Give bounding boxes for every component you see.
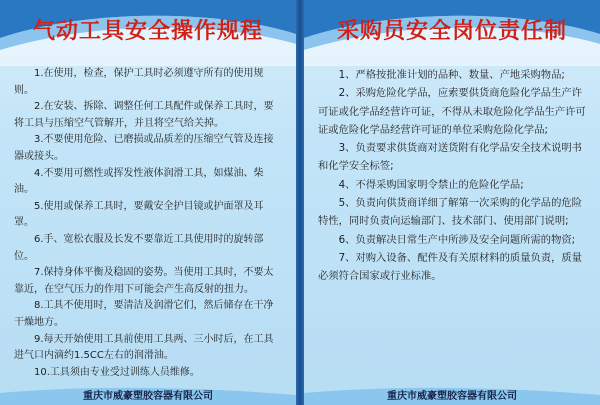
right-duty-item: 5、负责向供货商详细了解第一次采购的化学品的危险特性，同时负责向运输部门、技术部门、使用部门说明; xyxy=(318,197,582,228)
left-rule-item: 1.在使用，检查，保护工具时必须遵守所有的使用规则。 xyxy=(14,68,264,96)
right-sign-body xyxy=(318,66,586,286)
right-header-banner xyxy=(304,0,600,66)
left-sign-panel xyxy=(0,0,296,405)
right-sign-title: 采购员安全岗位责任制 xyxy=(336,19,567,44)
left-company-name: 重庆市威豪塑胶容器有限公司 xyxy=(83,391,213,402)
right-duty-item: 2、采购危险化学品，应索要供货商危险化学品生产许可证或化学品经营许可证，不得从未取危险化学品生产许可证或危险化学品经营许可证的单位采购危险化学品; xyxy=(318,87,586,136)
left-rule-item: 8.工具不使用时，要清洁及润滑它们，然后储存在干净干燥地方。 xyxy=(14,300,274,328)
left-rule-item: 2.在安装、拆除、调整任何工具配件或保养工具时，要将工具与压缩空气管解开，并且将空气给关掉。 xyxy=(14,101,274,129)
right-duty-item: 4、不得采购国家明令禁止的危险化学品; xyxy=(338,178,524,191)
right-sign-panel xyxy=(304,0,600,405)
right-duty-item: 6、负责解决日常生产中所涉及安全问题所需的物资; xyxy=(338,233,576,246)
left-rule-item: 3.不要使用危险、已磨损或品质差的压缩空气管及连接器或接头。 xyxy=(14,134,274,162)
right-duty-item: 7、对购入设备、配件及有关原材料的质量负责，质量必须符合国家或行业标准。 xyxy=(318,251,582,283)
left-sign-body xyxy=(14,66,282,381)
left-footer-band xyxy=(0,383,296,405)
left-header-banner xyxy=(0,0,296,66)
left-rule-item: 6.手、宽松衣服及长发不要靠近工具使用时的旋转部位。 xyxy=(14,233,264,262)
panel-divider xyxy=(296,0,304,405)
right-duty-item: 3、负责要求供货商对送货附有化学品安全技术说明书和化学安全标签; xyxy=(318,142,582,173)
left-rule-item: 10.工具须由专业受过训练人员维修。 xyxy=(34,366,200,378)
right-footer-band xyxy=(304,383,600,405)
left-rule-item: 4.不要用可燃性或挥发性液体润滑工具，如煤油、柴油。 xyxy=(14,167,264,196)
right-company-name: 重庆市威豪塑胶容器有限公司 xyxy=(387,391,517,402)
left-rule-item: 9.每天开始使用工具前使用工具两、三小时后，在工具进气口内滴约1.5CC左右的润滑油。 xyxy=(14,333,274,362)
left-sign-title: 气动工具安全操作规程 xyxy=(32,19,263,44)
left-rule-item: 5.使用或保养工具时，要戴安全护目镜或护面罩及耳罩。 xyxy=(14,200,264,229)
right-duty-item: 1、严格按批准计划的品种、数量、产地采购物品; xyxy=(338,69,565,81)
left-rule-item: 7.保持身体平衡及稳固的姿势。当使用工具时，不要太靠近，在空气压力的作用下可能会产生高反射的扭力。 xyxy=(14,267,274,295)
